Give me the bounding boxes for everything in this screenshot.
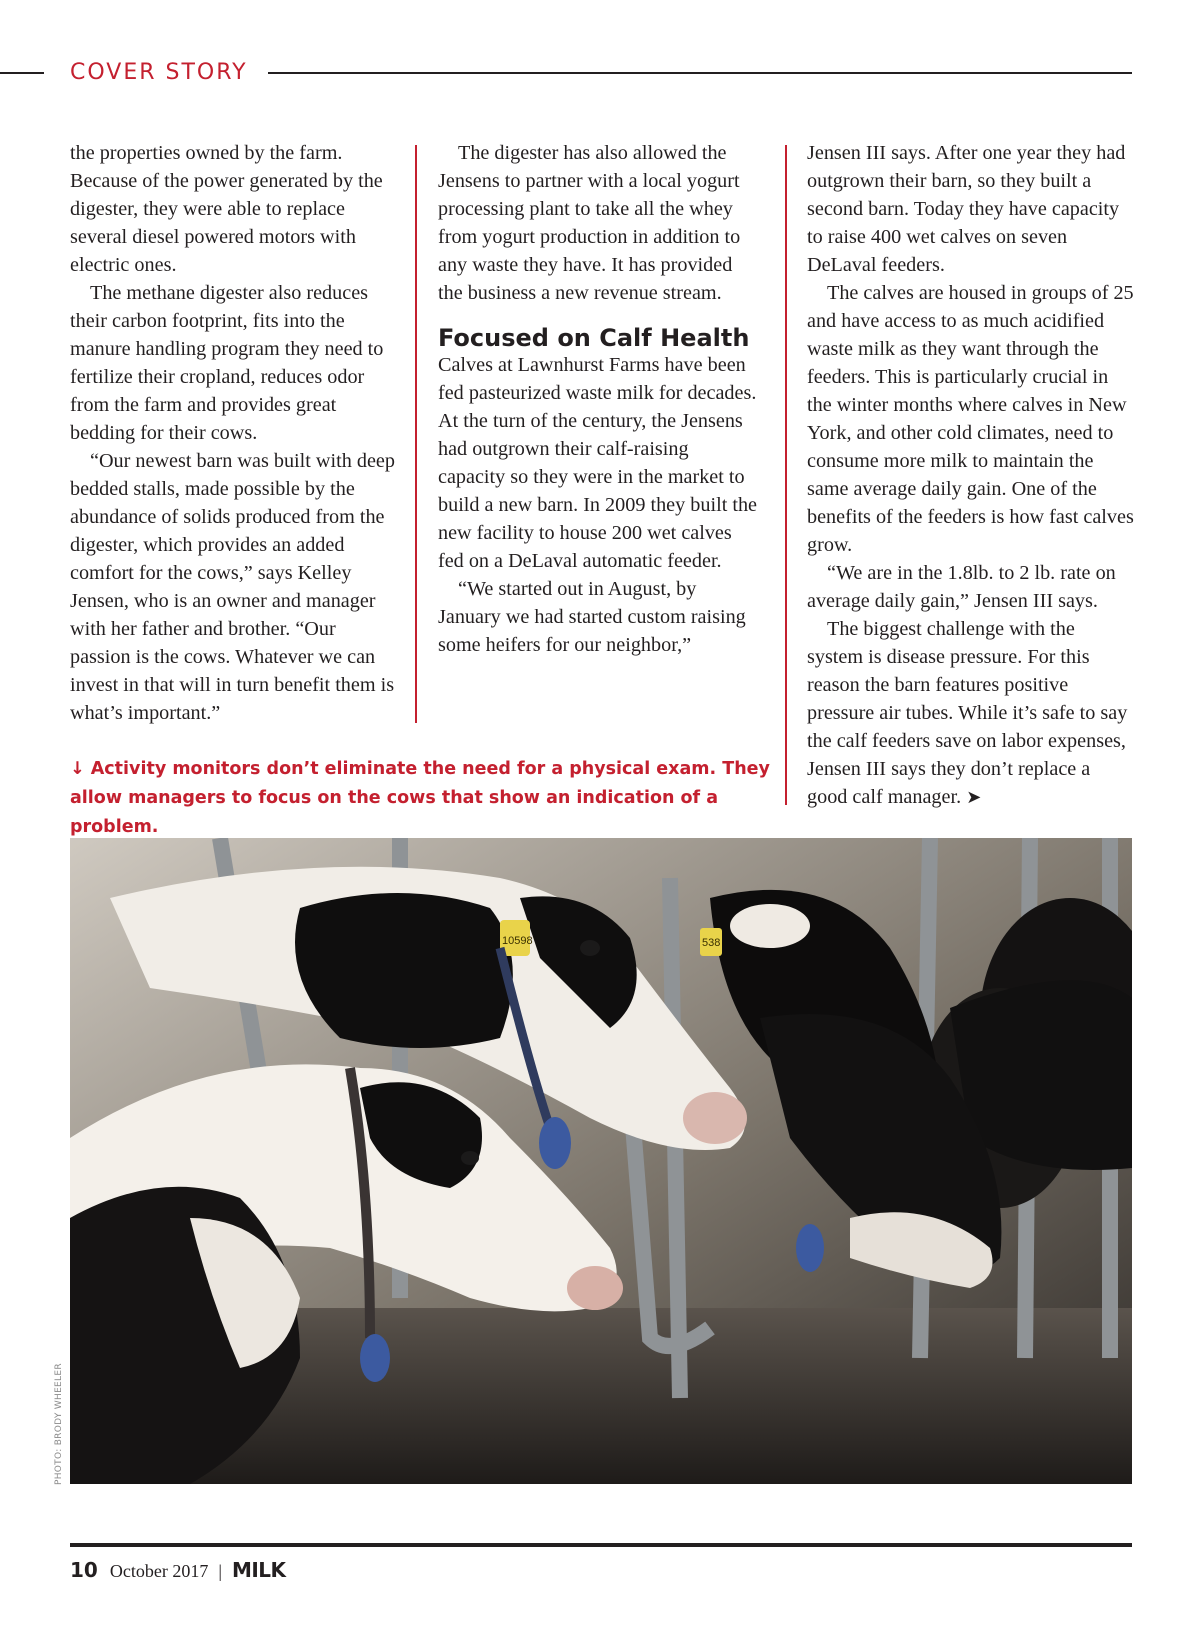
ear-tag-number: 538 bbox=[702, 937, 721, 949]
down-arrow-icon: ↓ bbox=[70, 759, 85, 779]
folio-separator: | bbox=[218, 1561, 222, 1581]
paragraph: The methane digester also reduces their carbon footprint, fits into the manure handling program they need to fertilize their cropland, reduces odor from the farm and provides great bedding for their cows. bbox=[70, 282, 384, 444]
paragraph: The calves are housed in groups of 25 and have access to as much acidified waste milk as they want through the feeders. This is particularly crucial in the winter months where calves in New York, and other cold climates, need to consume more milk to maintain the same average daily gain. One of the benefits of the feeders is how fast calves grow. bbox=[807, 282, 1134, 556]
paragraph: Jensen III says. After one year they had outgrown their barn, so they built a second barn. Today they have capacity to raise 400 wet calves on seven DeLaval feeders. bbox=[807, 142, 1126, 276]
header-rule-right bbox=[268, 72, 1132, 74]
photo-credit: PHOTO: BRODY WHEELER bbox=[54, 1363, 64, 1485]
magazine-logo: MILK bbox=[231, 1558, 286, 1582]
cows-photo bbox=[70, 838, 1132, 1484]
end-mark-icon: ➤ bbox=[966, 787, 982, 807]
photo-caption bbox=[70, 755, 770, 842]
article-column-1 bbox=[70, 139, 398, 727]
folio bbox=[70, 1558, 286, 1582]
paragraph: the properties owned by the farm. Because of the power generated by the digester, they were able to replace several diesel powered motors with electric ones. bbox=[70, 142, 383, 276]
article-column-2 bbox=[438, 139, 758, 659]
section-label: COVER STORY bbox=[70, 60, 248, 85]
paragraph: Calves at Lawnhurst Farms have been fed pasteurized waste milk for decades. At the turn of the century, the Jensens had outgrown their calf-raising capacity so they were in the market to build a new barn. In 2009 they built the new facility to house 200 wet calves fed on a DeLaval automatic feeder. bbox=[438, 354, 758, 572]
paragraph: “We are in the 1.8lb. to 2 lb. rate on average daily gain,” Jensen III says. bbox=[807, 562, 1116, 612]
column-divider bbox=[785, 145, 787, 805]
issue-date: October 2017 bbox=[109, 1561, 209, 1581]
subheading: Focused on Calf Health bbox=[438, 324, 750, 352]
footer-rule bbox=[70, 1543, 1132, 1547]
paragraph: The digester has also allowed the Jensens to partner with a local yogurt processing plant to take all the whey from yogurt production in addition to any waste they have. It has provided the business a new revenue stream. bbox=[438, 142, 741, 304]
page-number: 10 bbox=[70, 1558, 98, 1582]
article-column-3 bbox=[807, 139, 1135, 811]
paragraph bbox=[807, 615, 1135, 811]
header-rule-left bbox=[0, 72, 44, 74]
paragraph: “We started out in August, by January we had started custom raising some heifers for our neighbor,” bbox=[438, 578, 746, 656]
ear-tag-number: 10598 bbox=[502, 935, 533, 947]
paragraph: “Our newest barn was built with deep bedded stalls, made possible by the abundance of solids produced from the digester, which provides an added comfort for the cows,” says Kelley Jensen, who is an owner and manager with her father and brother. “Our passion is the cows. Whatever we can invest in that will in turn benefit them is what’s important.” bbox=[70, 450, 395, 724]
caption-text: Activity monitors don’t eliminate the need for a physical exam. They allow managers to focus on the cows that show an indication of a problem. bbox=[70, 759, 770, 837]
paragraph-text: The biggest challenge with the system is disease pressure. For this reason the barn features positive pressure air tubes. While it’s safe to say the calf feeders save on labor expenses, Jensen III says they don’t replace a good calf manager. bbox=[807, 618, 1128, 808]
column-divider bbox=[415, 145, 417, 723]
